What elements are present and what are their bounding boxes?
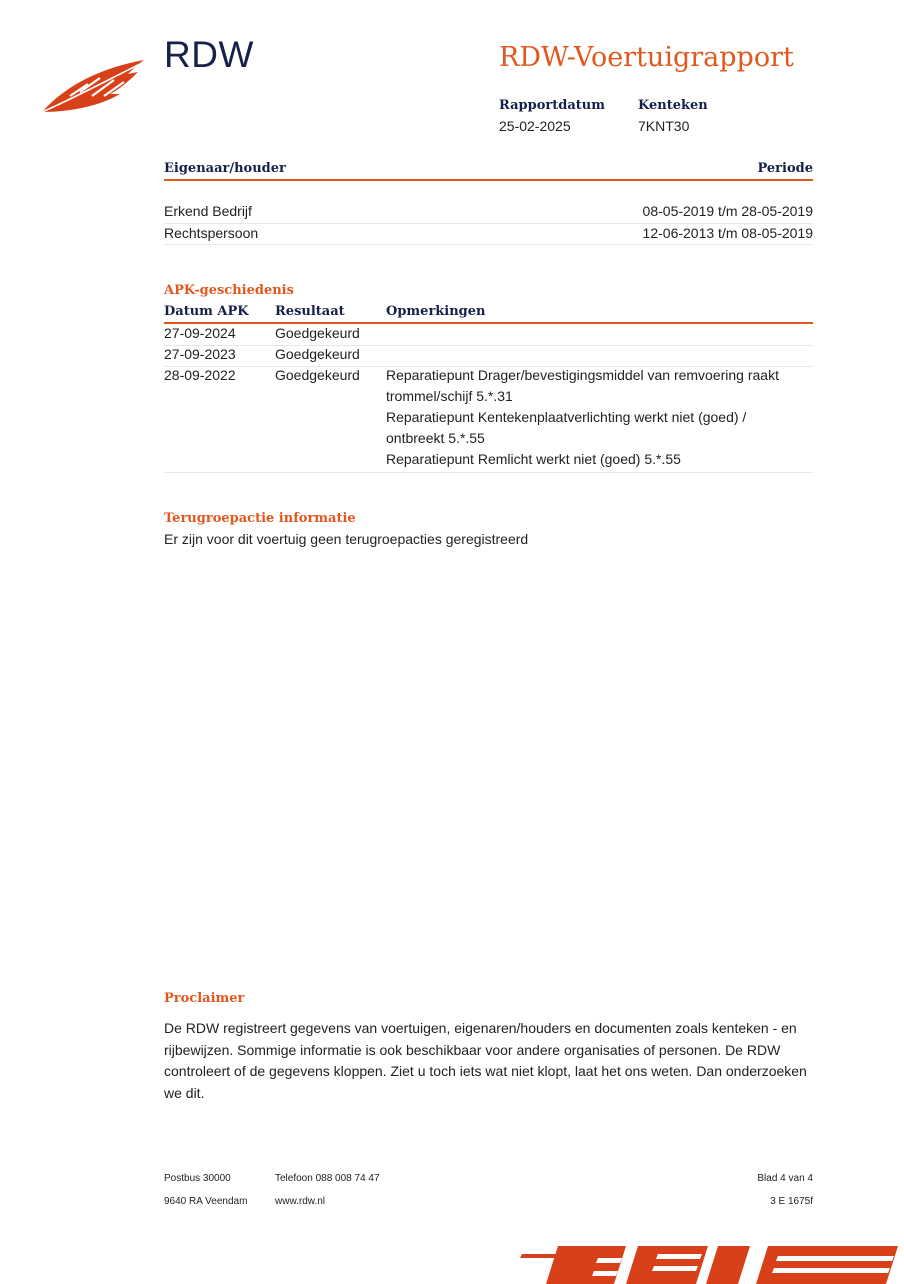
apk-remark-line: Reparatiepunt Drager/bevestigingsmiddel van remvoering raakt bbox=[386, 367, 779, 383]
apk-row-2-date: 27-09-2023 bbox=[164, 346, 236, 362]
owner-row-2-owner: Rechtspersoon bbox=[164, 225, 259, 241]
apk-remark-line: Reparatiepunt Remlicht werkt niet (goed) 5.*.55 bbox=[386, 451, 681, 467]
report-title: RDW-Voertuigrapport bbox=[499, 42, 794, 73]
owner-row-1-owner: Erkend Bedrijf bbox=[164, 203, 252, 219]
apk-row-3-result: Goedgekeurd bbox=[275, 367, 360, 383]
owner-row-divider bbox=[164, 244, 813, 245]
apk-remark-line: ontbreekt 5.*.55 bbox=[386, 430, 485, 446]
footer-city: 9640 RA Veendam bbox=[164, 1196, 248, 1207]
proclaimer-line: De RDW registreert gegevens van voertuigen, eigenaren/houders en documenten zoals kenteken - en bbox=[164, 1020, 797, 1036]
apk-row-3-remarks bbox=[386, 365, 779, 470]
plate-label: Kenteken bbox=[638, 98, 708, 113]
owners-header-rule bbox=[164, 179, 813, 181]
rdw-feather-logo-icon bbox=[40, 56, 150, 116]
apk-header-rule bbox=[164, 322, 813, 324]
footer-postbus: Postbus 30000 bbox=[164, 1173, 231, 1184]
report-date-value: 25-02-2025 bbox=[499, 118, 571, 134]
rdw-stripes-graphic-icon bbox=[518, 1244, 904, 1284]
apk-row-divider bbox=[164, 472, 813, 473]
apk-result-column-header: Resultaat bbox=[275, 304, 345, 319]
org-name: RDW bbox=[164, 34, 254, 75]
proclaimer-title: Proclaimer bbox=[164, 991, 245, 1006]
recall-text: Er zijn voor dit voertuig geen terugroepacties geregistreerd bbox=[164, 531, 529, 547]
apk-row-1-date: 27-09-2024 bbox=[164, 325, 236, 341]
plate-value: 7KNT30 bbox=[638, 118, 690, 134]
apk-row-1-result: Goedgekeurd bbox=[275, 325, 360, 341]
proclaimer-text bbox=[164, 1018, 824, 1104]
proclaimer-line: rijbewijzen. Sommige informatie is ook beschikbaar voor andere organisaties of personen. De RDW bbox=[164, 1041, 781, 1058]
recall-section-title: Terugroepactie informatie bbox=[164, 511, 356, 526]
apk-row-2-result: Goedgekeurd bbox=[275, 346, 360, 362]
footer-website[interactable]: www.rdw.nl bbox=[275, 1196, 326, 1207]
apk-remarks-column-header: Opmerkingen bbox=[386, 304, 486, 319]
footer-code: 3 E 1675f bbox=[770, 1196, 813, 1207]
apk-section-title: APK-geschiedenis bbox=[164, 283, 294, 298]
apk-remark-line: Reparatiepunt Kentekenplaatverlichting werkt niet (goed) / bbox=[386, 409, 747, 425]
report-date-label: Rapportdatum bbox=[499, 98, 605, 113]
period-column-header: Periode bbox=[757, 161, 813, 176]
footer-page-number: Blad 4 van 4 bbox=[757, 1173, 813, 1184]
apk-row-divider bbox=[164, 345, 813, 346]
owner-row-1-period: 08-05-2019 t/m 28-05-2019 bbox=[642, 203, 813, 219]
apk-remark-line: trommel/schijf 5.*.31 bbox=[386, 388, 513, 404]
owner-row-2-period: 12-06-2013 t/m 08-05-2019 bbox=[642, 225, 813, 241]
proclaimer-line: controleert of de gegevens kloppen. Ziet u toch iets wat niet klopt, laat het ons weten. Dan onderzoeken bbox=[164, 1063, 807, 1079]
proclaimer-line: we dit. bbox=[164, 1084, 205, 1101]
footer-phone: Telefoon 088 008 74 47 bbox=[275, 1173, 380, 1184]
owner-column-header: Eigenaar/houder bbox=[164, 161, 286, 176]
apk-date-column-header: Datum APK bbox=[164, 304, 249, 319]
apk-row-3-date: 28-09-2022 bbox=[164, 367, 236, 383]
